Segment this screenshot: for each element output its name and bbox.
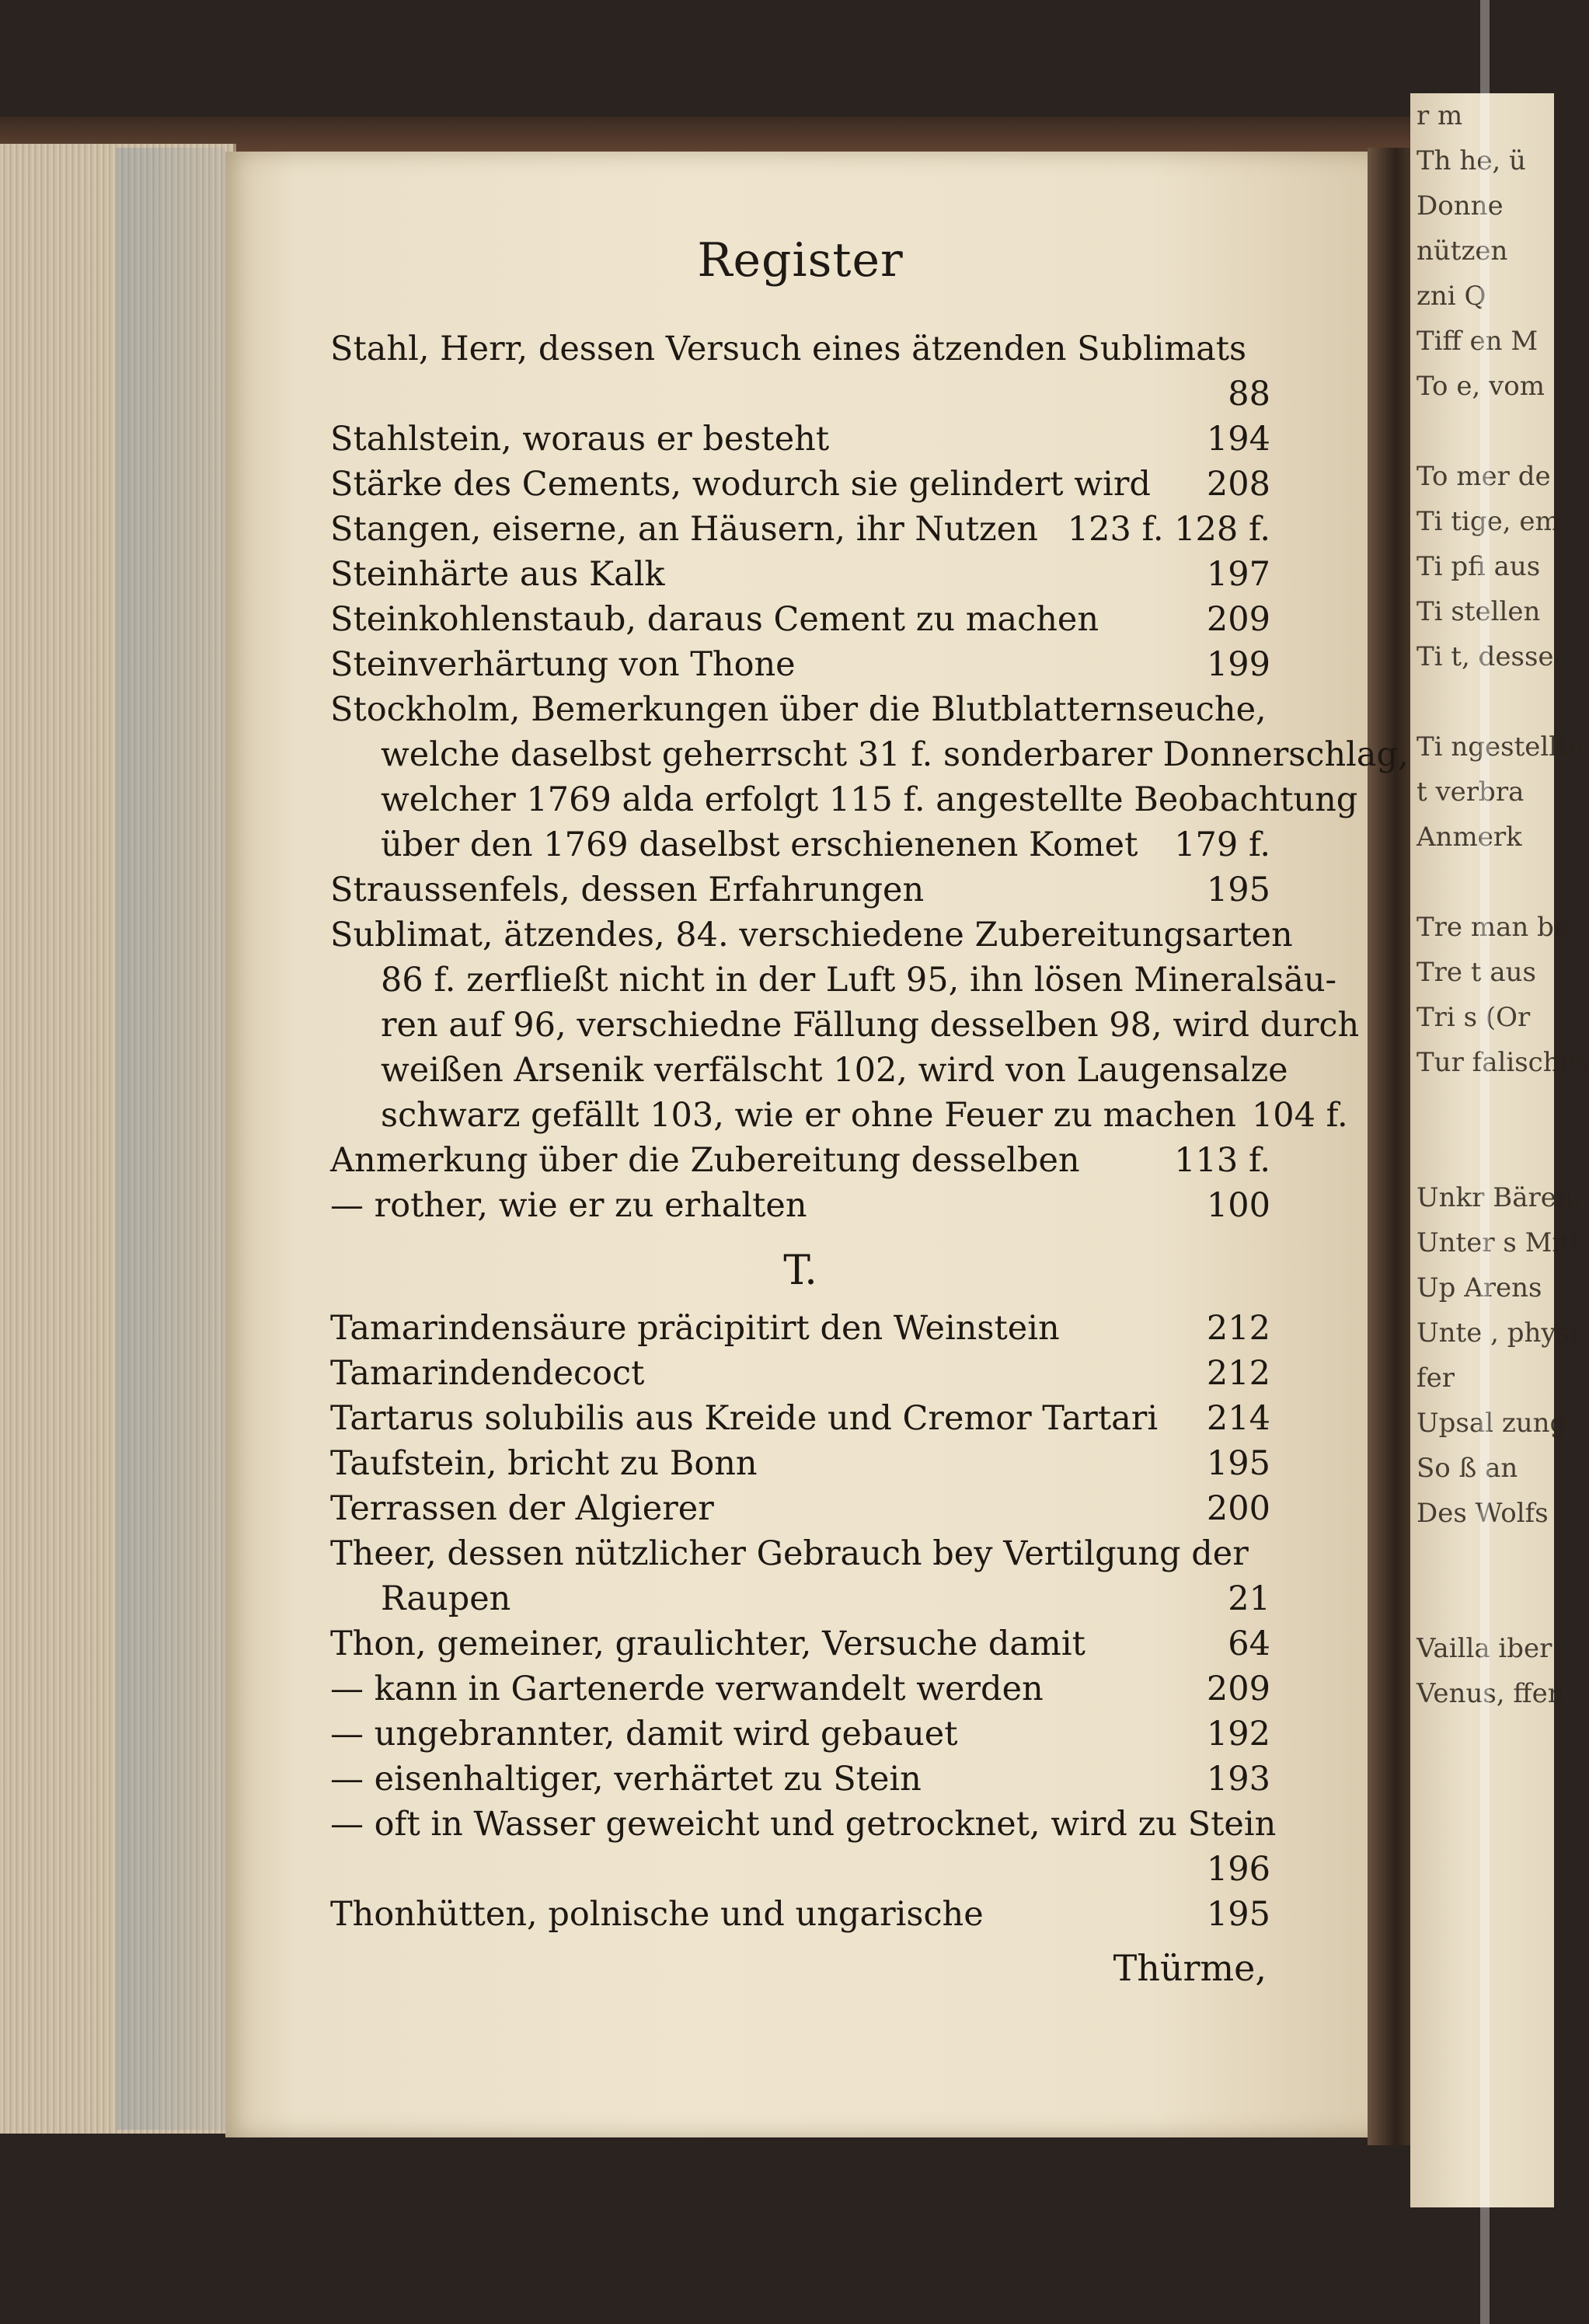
entry-text: 86 f. zerfließt nicht in der Luft 95, ihn lösen Mineralsäu-	[381, 961, 1337, 1000]
facing-page-line: Anmerk	[1417, 822, 1522, 853]
facing-page-line: Th he, ü	[1417, 145, 1526, 176]
page-heading: Register	[697, 233, 904, 288]
index-entry	[330, 1396, 1270, 1441]
entry-text: — ungebrannter, damit wird gebauet	[330, 1715, 958, 1753]
entry-page-ref: 88	[1228, 375, 1270, 414]
page-stack-tint	[117, 148, 225, 2130]
index-entry	[330, 417, 1270, 462]
facing-page-line: Unter s Mitt	[1417, 1227, 1582, 1258]
entry-page-ref: 195	[1206, 871, 1270, 909]
entry-text: Taufstein, bricht zu Bonn	[330, 1444, 758, 1483]
index-entry	[330, 913, 1293, 958]
entry-text: welche daselbst geherrscht 31 f. sonderbarer Donnerschlag,	[381, 735, 1409, 774]
facing-page-line: Venus, ffen	[1417, 1678, 1565, 1709]
entry-text: über den 1769 daselbst erschienenen Komet	[381, 825, 1138, 864]
facing-page-line: Tur falisches	[1417, 1047, 1589, 1078]
index-entry	[330, 642, 1270, 687]
entry-page-ref: 208	[1206, 465, 1270, 504]
entry-page-ref: 21	[1228, 1579, 1270, 1618]
entry-text: Thonhütten, polnische und ungarische	[330, 1895, 984, 1934]
entry-page-ref: 123 f. 128 f.	[1067, 510, 1270, 549]
index-entry	[330, 372, 1270, 417]
entry-page-ref: 113 f.	[1174, 1141, 1270, 1180]
index-entry	[330, 1183, 1270, 1228]
index-entries	[330, 326, 1409, 1937]
entry-text: Steinkohlenstaub, daraus Cement zu machen	[330, 600, 1099, 639]
index-entry	[330, 1048, 1288, 1093]
bookmark-strip	[1480, 0, 1490, 2324]
index-entry	[330, 597, 1270, 642]
index-entry	[330, 1576, 1270, 1621]
index-entry	[330, 1666, 1270, 1712]
facing-page-line: nützen	[1417, 236, 1508, 267]
entry-page-ref: 100	[1206, 1186, 1270, 1225]
index-entry	[330, 1531, 1270, 1576]
entry-text: — eisenhaltiger, verhärtet zu Stein	[330, 1760, 922, 1799]
entry-page-ref: 209	[1206, 1670, 1270, 1708]
entry-text: Steinhärte aus Kalk	[330, 555, 665, 594]
facing-page-line: Tre man be	[1417, 912, 1570, 943]
entry-text: Tartarus solubilis aus Kreide und Cremor Tartari	[330, 1399, 1159, 1438]
entry-text: Tamarindendecoct	[330, 1354, 645, 1393]
index-entry	[330, 1003, 1360, 1048]
entry-page-ref: 195	[1206, 1895, 1270, 1934]
index-entry	[330, 1802, 1277, 1847]
facing-page-line: r m	[1417, 100, 1463, 131]
section-letter-t: T.	[783, 1247, 817, 1294]
index-entry	[330, 732, 1409, 777]
book-gutter	[1368, 148, 1414, 2145]
facing-page-line: Donne	[1417, 190, 1504, 222]
entry-text: welcher 1769 alda erfolgt 115 f. angestellte Beobachtung	[381, 780, 1358, 819]
facing-page-line: Tiff en M	[1417, 326, 1538, 357]
index-section-s	[330, 326, 1409, 1228]
index-section-t	[330, 1306, 1277, 1937]
entry-text: Stockholm, Bemerkungen über die Blutblatternseuche,	[330, 690, 1267, 729]
facing-page-line: fer	[1417, 1363, 1455, 1394]
entry-text: Sublimat, ätzendes, 84. verschiedene Zubereitungsarten	[330, 916, 1293, 954]
index-entry	[330, 687, 1270, 732]
facing-page-line: Vailla iber	[1417, 1633, 1552, 1664]
facing-page-line: Ti stellen	[1417, 596, 1541, 627]
entry-page-ref: 179 f.	[1174, 825, 1270, 864]
facing-page-line: So ß an	[1417, 1453, 1518, 1484]
index-entry	[330, 552, 1270, 597]
index-entry	[330, 867, 1270, 913]
index-entry	[330, 1892, 1270, 1937]
index-entry	[330, 1486, 1270, 1531]
facing-page-line: Tri s (Or	[1417, 1002, 1531, 1033]
entry-page-ref: 212	[1206, 1309, 1270, 1348]
index-entry	[330, 1306, 1270, 1351]
facing-page-line: Unkr Bären,	[1417, 1182, 1582, 1213]
entry-text: Stahl, Herr, dessen Versuch eines ätzenden Sublimats	[330, 330, 1247, 368]
entry-page-ref: 199	[1206, 645, 1270, 684]
entry-text: Theer, dessen nützlicher Gebrauch bey Vertilgung der	[330, 1534, 1249, 1573]
entry-text: — oft in Wasser geweicht und getrocknet, wird zu Stein	[330, 1805, 1277, 1844]
facing-page-line: To mer de	[1417, 461, 1551, 492]
entry-page-ref: 214	[1206, 1399, 1270, 1438]
entry-page-ref: 194	[1206, 420, 1270, 459]
entry-text: Raupen	[381, 1579, 511, 1618]
facing-page-line: Des Wolfs	[1417, 1498, 1549, 1529]
entry-text: Tamarindensäure präcipitirt den Weinstein	[330, 1309, 1060, 1348]
index-entry	[330, 1621, 1270, 1666]
entry-page-ref: 195	[1206, 1444, 1270, 1483]
facing-page-line: Unte , physi	[1417, 1317, 1578, 1349]
index-entry	[330, 326, 1270, 372]
entry-page-ref: 196	[1206, 1850, 1270, 1889]
facing-page-line: Ti tige, em	[1417, 506, 1560, 537]
entry-page-ref: 212	[1206, 1354, 1270, 1393]
index-entry	[330, 1757, 1270, 1802]
index-entry	[330, 1093, 1348, 1138]
index-entry	[330, 462, 1270, 507]
facing-page-line: zni Q	[1417, 281, 1486, 312]
entry-text: Steinverhärtung von Thone	[330, 645, 796, 684]
index-entry	[330, 1712, 1270, 1757]
facing-page-line: Ti pfi aus	[1417, 551, 1541, 582]
entry-text: weißen Arsenik verfälscht 102, wird von Laugensalze	[381, 1051, 1288, 1090]
index-entry	[330, 1351, 1270, 1396]
facing-page-line: To e, vom	[1417, 371, 1545, 402]
entry-text: Stärke des Cements, wodurch sie gelindert wird	[330, 465, 1151, 504]
entry-text: Terrassen der Algierer	[330, 1489, 714, 1528]
entry-text: Anmerkung über die Zubereitung desselben	[330, 1141, 1080, 1180]
facing-page-line: Up Arens	[1417, 1272, 1542, 1303]
entry-text: Stangen, eiserne, an Häusern, ihr Nutzen	[330, 510, 1038, 549]
index-entry	[330, 1441, 1270, 1486]
index-entry	[330, 507, 1270, 552]
entry-page-ref: 200	[1206, 1489, 1270, 1528]
index-entry	[330, 777, 1358, 822]
index-entry	[330, 1847, 1270, 1892]
entry-text: ren auf 96, verschiedne Fällung desselben 98, wird durch	[381, 1006, 1360, 1045]
facing-page-line: Ti ngestellte	[1417, 731, 1584, 762]
entry-page-ref: 64	[1228, 1624, 1270, 1663]
index-entry	[330, 958, 1337, 1003]
entry-text: — kann in Gartenerde verwandelt werden	[330, 1670, 1044, 1708]
entry-text: — rother, wie er zu erhalten	[330, 1186, 807, 1225]
index-entry	[330, 822, 1270, 867]
entry-text: Stahlstein, woraus er besteht	[330, 420, 830, 459]
entry-page-ref: 192	[1206, 1715, 1270, 1753]
facing-page-line: t verbra	[1417, 776, 1525, 808]
catchword: Thürme,	[1113, 1947, 1267, 1989]
entry-page-ref: 193	[1206, 1760, 1270, 1799]
entry-page-ref: 197	[1206, 555, 1270, 594]
facing-page-line: Tre t aus	[1417, 957, 1536, 988]
entry-page-ref: 104 f.	[1251, 1096, 1348, 1135]
index-entry	[330, 1138, 1270, 1183]
entry-page-ref: 209	[1206, 600, 1270, 639]
entry-text: Thon, gemeiner, graulichter, Versuche damit	[330, 1624, 1085, 1663]
facing-page-line: Ti t, desse	[1417, 641, 1554, 672]
facing-page-line: Upsal zung	[1417, 1408, 1567, 1439]
entry-text: Straussenfels, dessen Erfahrungen	[330, 871, 925, 909]
entry-text: schwarz gefällt 103, wie er ohne Feuer zu machen	[381, 1096, 1236, 1135]
